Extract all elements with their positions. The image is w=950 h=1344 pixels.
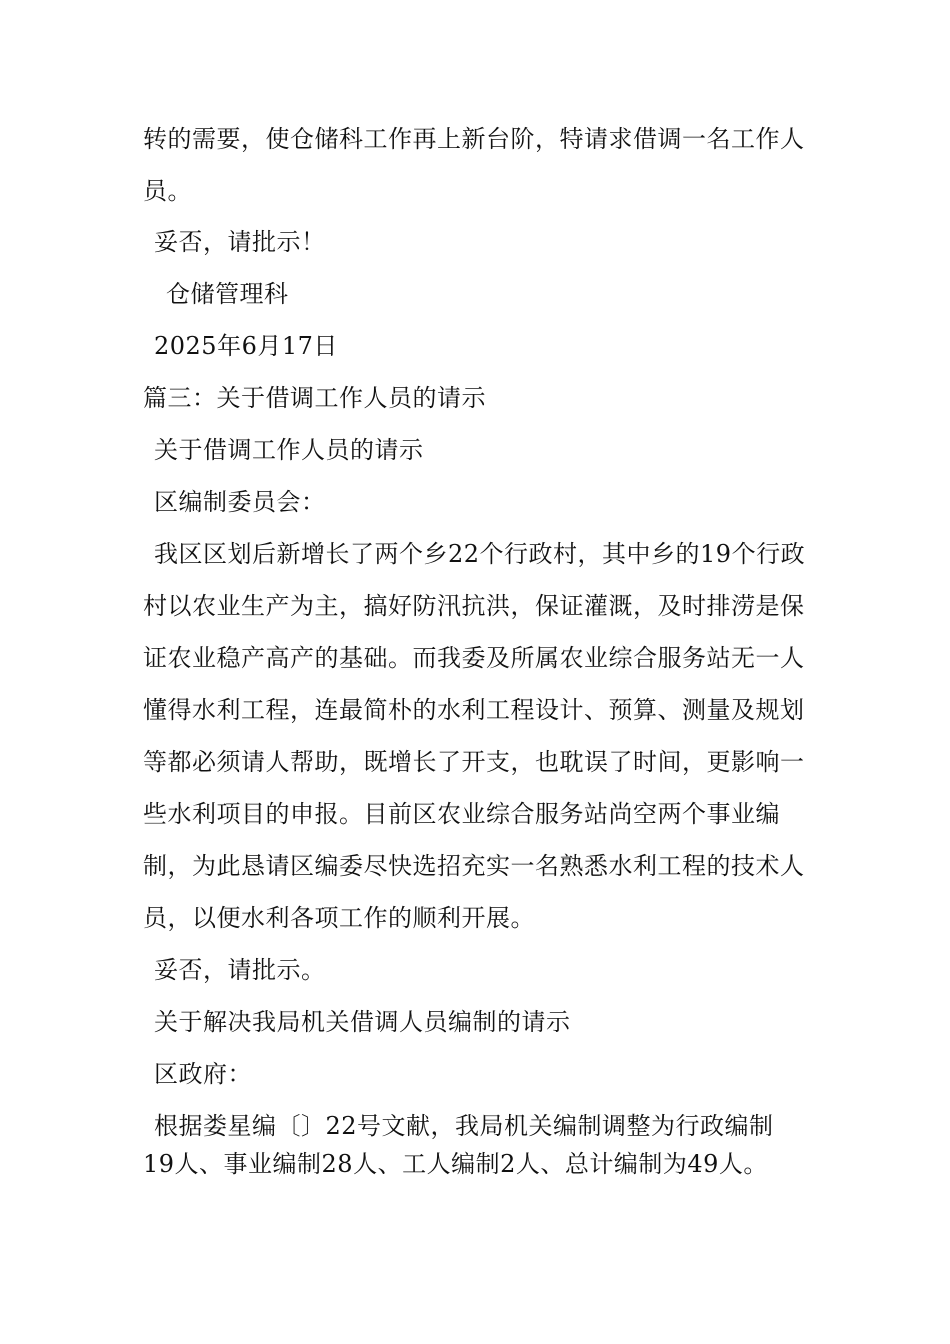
paragraph-line: 员，以便水利各项工作的顺利开展。: [143, 904, 535, 932]
section-heading: 篇三：关于借调工作人员的请示: [143, 384, 486, 412]
paragraph-line: 19人、事业编制28人、工人编制2人、总计编制为49人。: [143, 1150, 768, 1178]
paragraph-line: 证农业稳产高产的基础。而我委及所属农业综合服务站无一人: [143, 644, 805, 672]
signature-date: 2025年6月17日: [154, 332, 338, 360]
paragraph-line: 我区区划后新增长了两个乡22个行政村，其中乡的19个行政: [154, 540, 806, 568]
paragraph-line: 些水利项目的申报。目前区农业综合服务站尚空两个事业编: [143, 800, 780, 828]
addressee: 区编制委员会：: [154, 488, 326, 516]
paragraph-line: 制，为此恳请区编委尽快选招充实一名熟悉水利工程的技术人: [143, 852, 805, 880]
paragraph-line: 员。: [143, 177, 192, 205]
approval-request-line: 妥否，请批示！: [154, 228, 326, 256]
document-title: 关于解决我局机关借调人员编制的请示: [154, 1008, 571, 1036]
paragraph-line: 转的需要，使仓储科工作再上新台阶，特请求借调一名工作人: [143, 125, 805, 153]
paragraph-line: 等都必须请人帮助，既增长了开支，也耽误了时间，更影响一: [143, 748, 805, 776]
document-title: 关于借调工作人员的请示: [154, 436, 424, 464]
paragraph-line: 懂得水利工程，连最简朴的水利工程设计、预算、测量及规划: [143, 696, 805, 724]
paragraph-line: 村以农业生产为主，搞好防汛抗洪，保证灌溉，及时排涝是保: [143, 592, 805, 620]
approval-request-line: 妥否，请批示。: [154, 956, 326, 984]
signature-department: 仓储管理科: [166, 280, 289, 308]
addressee: 区政府：: [154, 1060, 252, 1088]
paragraph-line: 根据娄星编〔〕22号文献，我局机关编制调整为行政编制: [154, 1112, 774, 1140]
